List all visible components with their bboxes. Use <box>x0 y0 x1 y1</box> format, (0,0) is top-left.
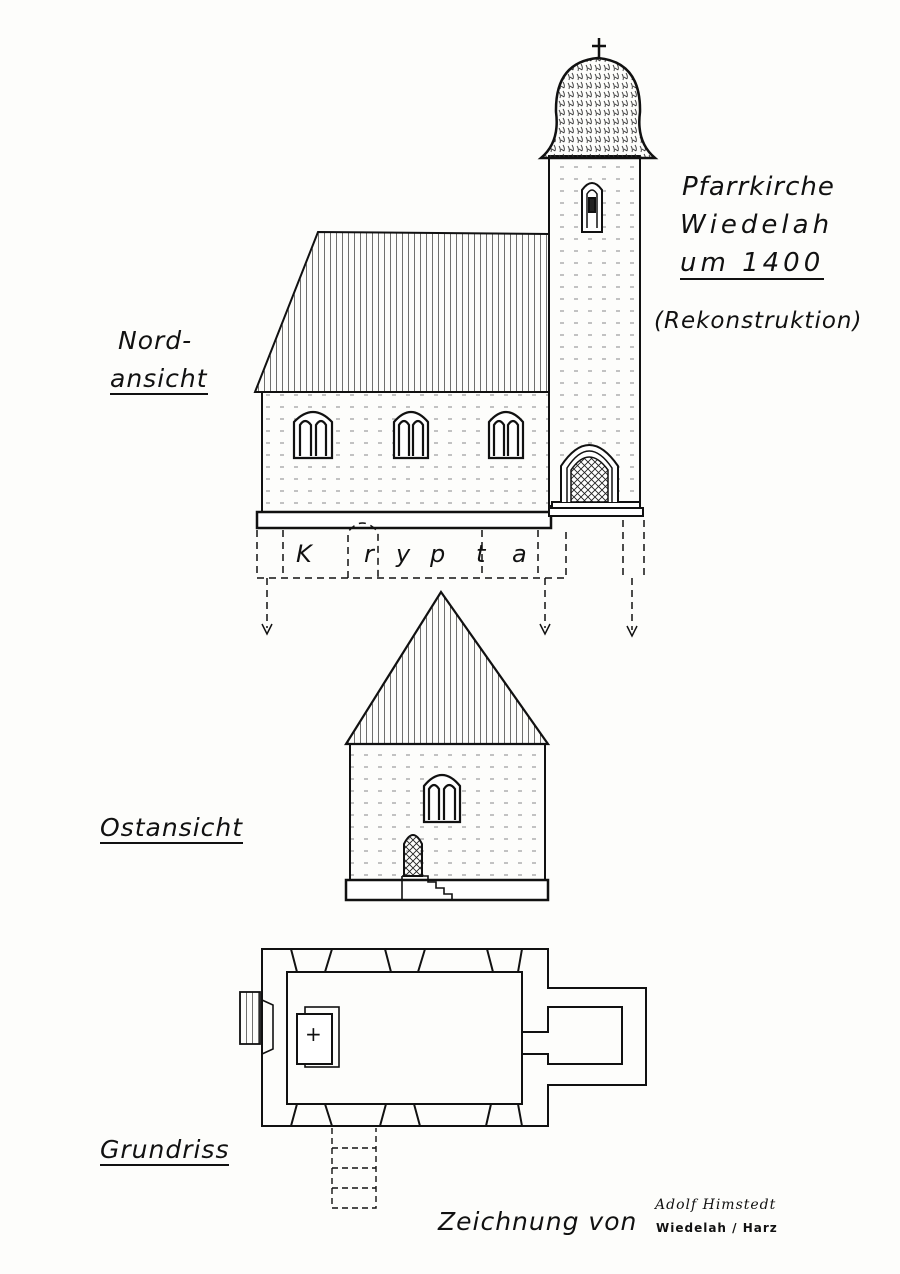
nave-window <box>394 412 428 458</box>
nave-window <box>294 412 332 458</box>
north-view-label-1: Nord- <box>118 326 193 355</box>
north-elevation <box>255 38 655 636</box>
crypt-letter: t <box>476 540 486 568</box>
plan-window-splay <box>291 1104 332 1126</box>
nave-window <box>489 412 523 458</box>
east-roof <box>346 592 548 744</box>
crypt-letter: a <box>512 540 527 568</box>
crypt-letter: r <box>364 540 374 568</box>
east-plinth <box>346 880 548 900</box>
crypt-letter: y <box>396 540 411 568</box>
belfry-window <box>582 183 602 232</box>
crypt-letter: p <box>430 540 446 568</box>
plan-window-splay <box>291 949 332 972</box>
tower-dome <box>541 58 655 158</box>
north-view-label-2: ansicht <box>110 364 208 393</box>
title-line-3: um 1400 <box>680 248 825 278</box>
plan-tower-foundation <box>332 1128 376 1208</box>
credit-signature: Adolf Himstedt <box>655 1197 777 1213</box>
plan-west-steps <box>240 992 260 1044</box>
plan-window-splay <box>486 1104 522 1126</box>
title-line-4: (Rekonstruktion) <box>654 308 863 334</box>
altar-cross-icon: + <box>305 1022 323 1046</box>
east-elevation <box>346 592 548 900</box>
nave-roof <box>255 232 549 392</box>
ground-plan <box>240 949 646 1208</box>
plinth <box>257 512 551 528</box>
east-window <box>424 775 460 822</box>
cross-icon <box>592 38 606 58</box>
title-line-1: Pfarrkirche <box>682 172 835 202</box>
plan-window-splay <box>385 949 425 972</box>
title-line-2: Wiedelah <box>680 210 834 240</box>
tower-step <box>549 508 643 516</box>
crypt-letter: K <box>296 540 312 568</box>
credit-place: Wiedelah / Harz <box>656 1221 778 1235</box>
plan-window-splay <box>380 1104 420 1126</box>
plan-view-label: Grundriss <box>100 1135 230 1164</box>
credit-prefix: Zeichnung von <box>438 1207 638 1236</box>
plan-window-splay <box>487 949 522 972</box>
east-view-label: Ostansicht <box>100 813 244 842</box>
east-door <box>404 835 422 876</box>
